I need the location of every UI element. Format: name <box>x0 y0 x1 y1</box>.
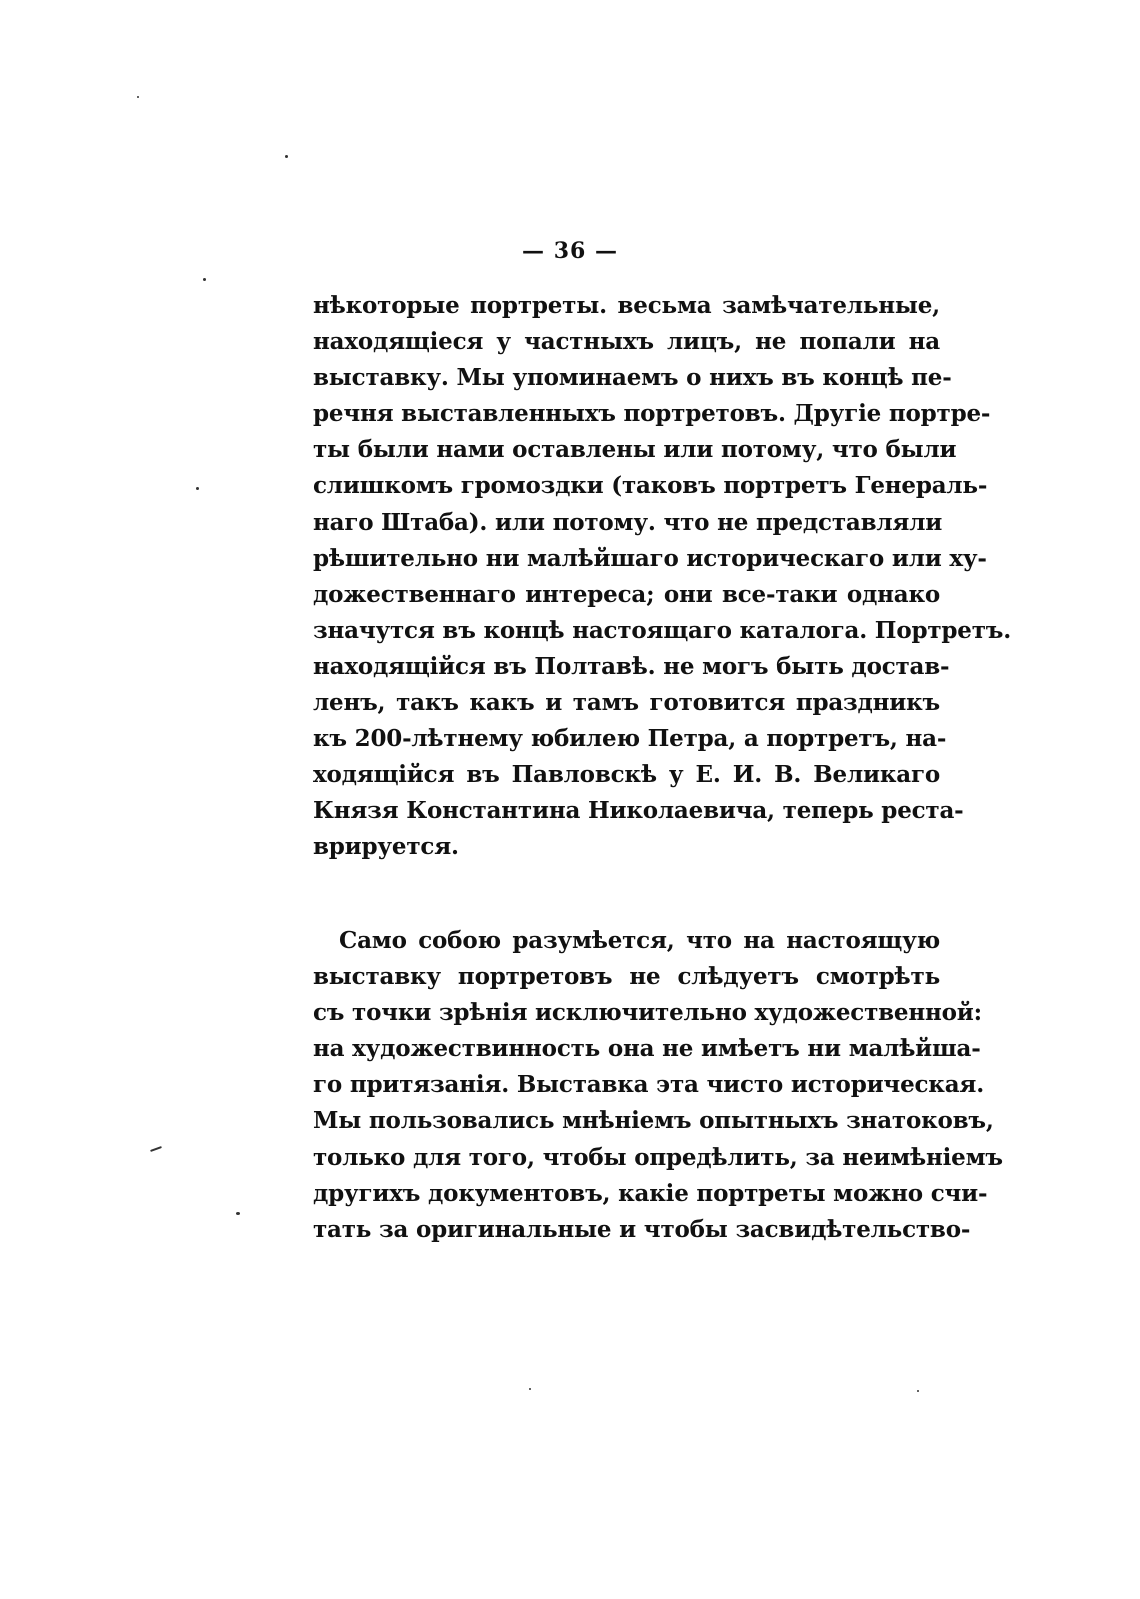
text-line: врируется. <box>313 833 459 861</box>
scan-speck <box>917 1390 919 1392</box>
paragraph-1 <box>313 288 1012 866</box>
text-line: наго Штаба). или потому. что не представляли <box>313 508 943 536</box>
text-line: слишкомъ громоздки (таковъ портретъ Генераль- <box>313 472 988 500</box>
scan-speck <box>196 487 199 490</box>
text-line: ты были нами оставлены или потому, что были <box>313 436 957 464</box>
text-line: находящійся въ Полтавѣ. не могъ быть достав- <box>313 652 950 680</box>
page-number: — 36 — <box>522 238 618 264</box>
text-line: речня выставленныхъ портретовъ. Другіе портре- <box>313 400 991 428</box>
text-line: тать за оригинальные и чтобы засвидѣтельство- <box>313 1215 971 1243</box>
text-line: значутся въ концѣ настоящаго каталога. Портретъ. <box>313 616 1012 644</box>
text-line: ходящійся въ Павловскѣ у Е. И. В. Великаго <box>313 761 940 789</box>
text-line: къ 200-лѣтнему юбилею Петра, а портретъ, на- <box>313 725 947 753</box>
text-line: дожественнаго интереса; они все-таки однако <box>313 580 940 608</box>
text-line: только для того, чтобы опредѣлить, за неимѣніемъ <box>313 1143 1003 1171</box>
text-line: Мы пользовались мнѣніемъ опытныхъ знатоковъ, <box>313 1107 994 1135</box>
text-line: рѣшительно ни малѣйшаго историческаго или ху- <box>313 544 987 572</box>
text-line: го притязанія. Выставка эта чисто историческая. <box>313 1071 985 1099</box>
text-line: выставку портретовъ не слѣдуетъ смотрѣть <box>313 963 940 991</box>
scan-speck <box>236 1212 240 1215</box>
text-line: другихъ документовъ, какіе портреты можно счи- <box>313 1179 988 1207</box>
scan-speck <box>203 278 206 281</box>
scan-speck <box>529 1388 531 1390</box>
text-line: Само собою разумѣется, что на настоящую <box>339 927 940 954</box>
text-line: съ точки зрѣнія исключительно художественной: <box>313 999 982 1027</box>
text-line: нѣкоторые портреты. весьма замѣчательные, <box>313 292 940 319</box>
scan-speck <box>285 155 288 158</box>
scan-speck <box>137 96 139 98</box>
text-line: Князя Константина Николаевича, теперь реста- <box>313 797 964 825</box>
scan-speck <box>150 1146 162 1152</box>
text-line: находящіеся у частныхъ лицъ, не попали на <box>313 328 940 356</box>
text-line: на художествинность она не имѣетъ ни малѣйша- <box>313 1035 981 1063</box>
text-line: ленъ, такъ какъ и тамъ готовится праздникъ <box>313 689 940 717</box>
paragraph-2 <box>313 923 1003 1248</box>
text-line: выставку. Мы упоминаемъ о нихъ въ концѣ пе- <box>313 364 952 392</box>
